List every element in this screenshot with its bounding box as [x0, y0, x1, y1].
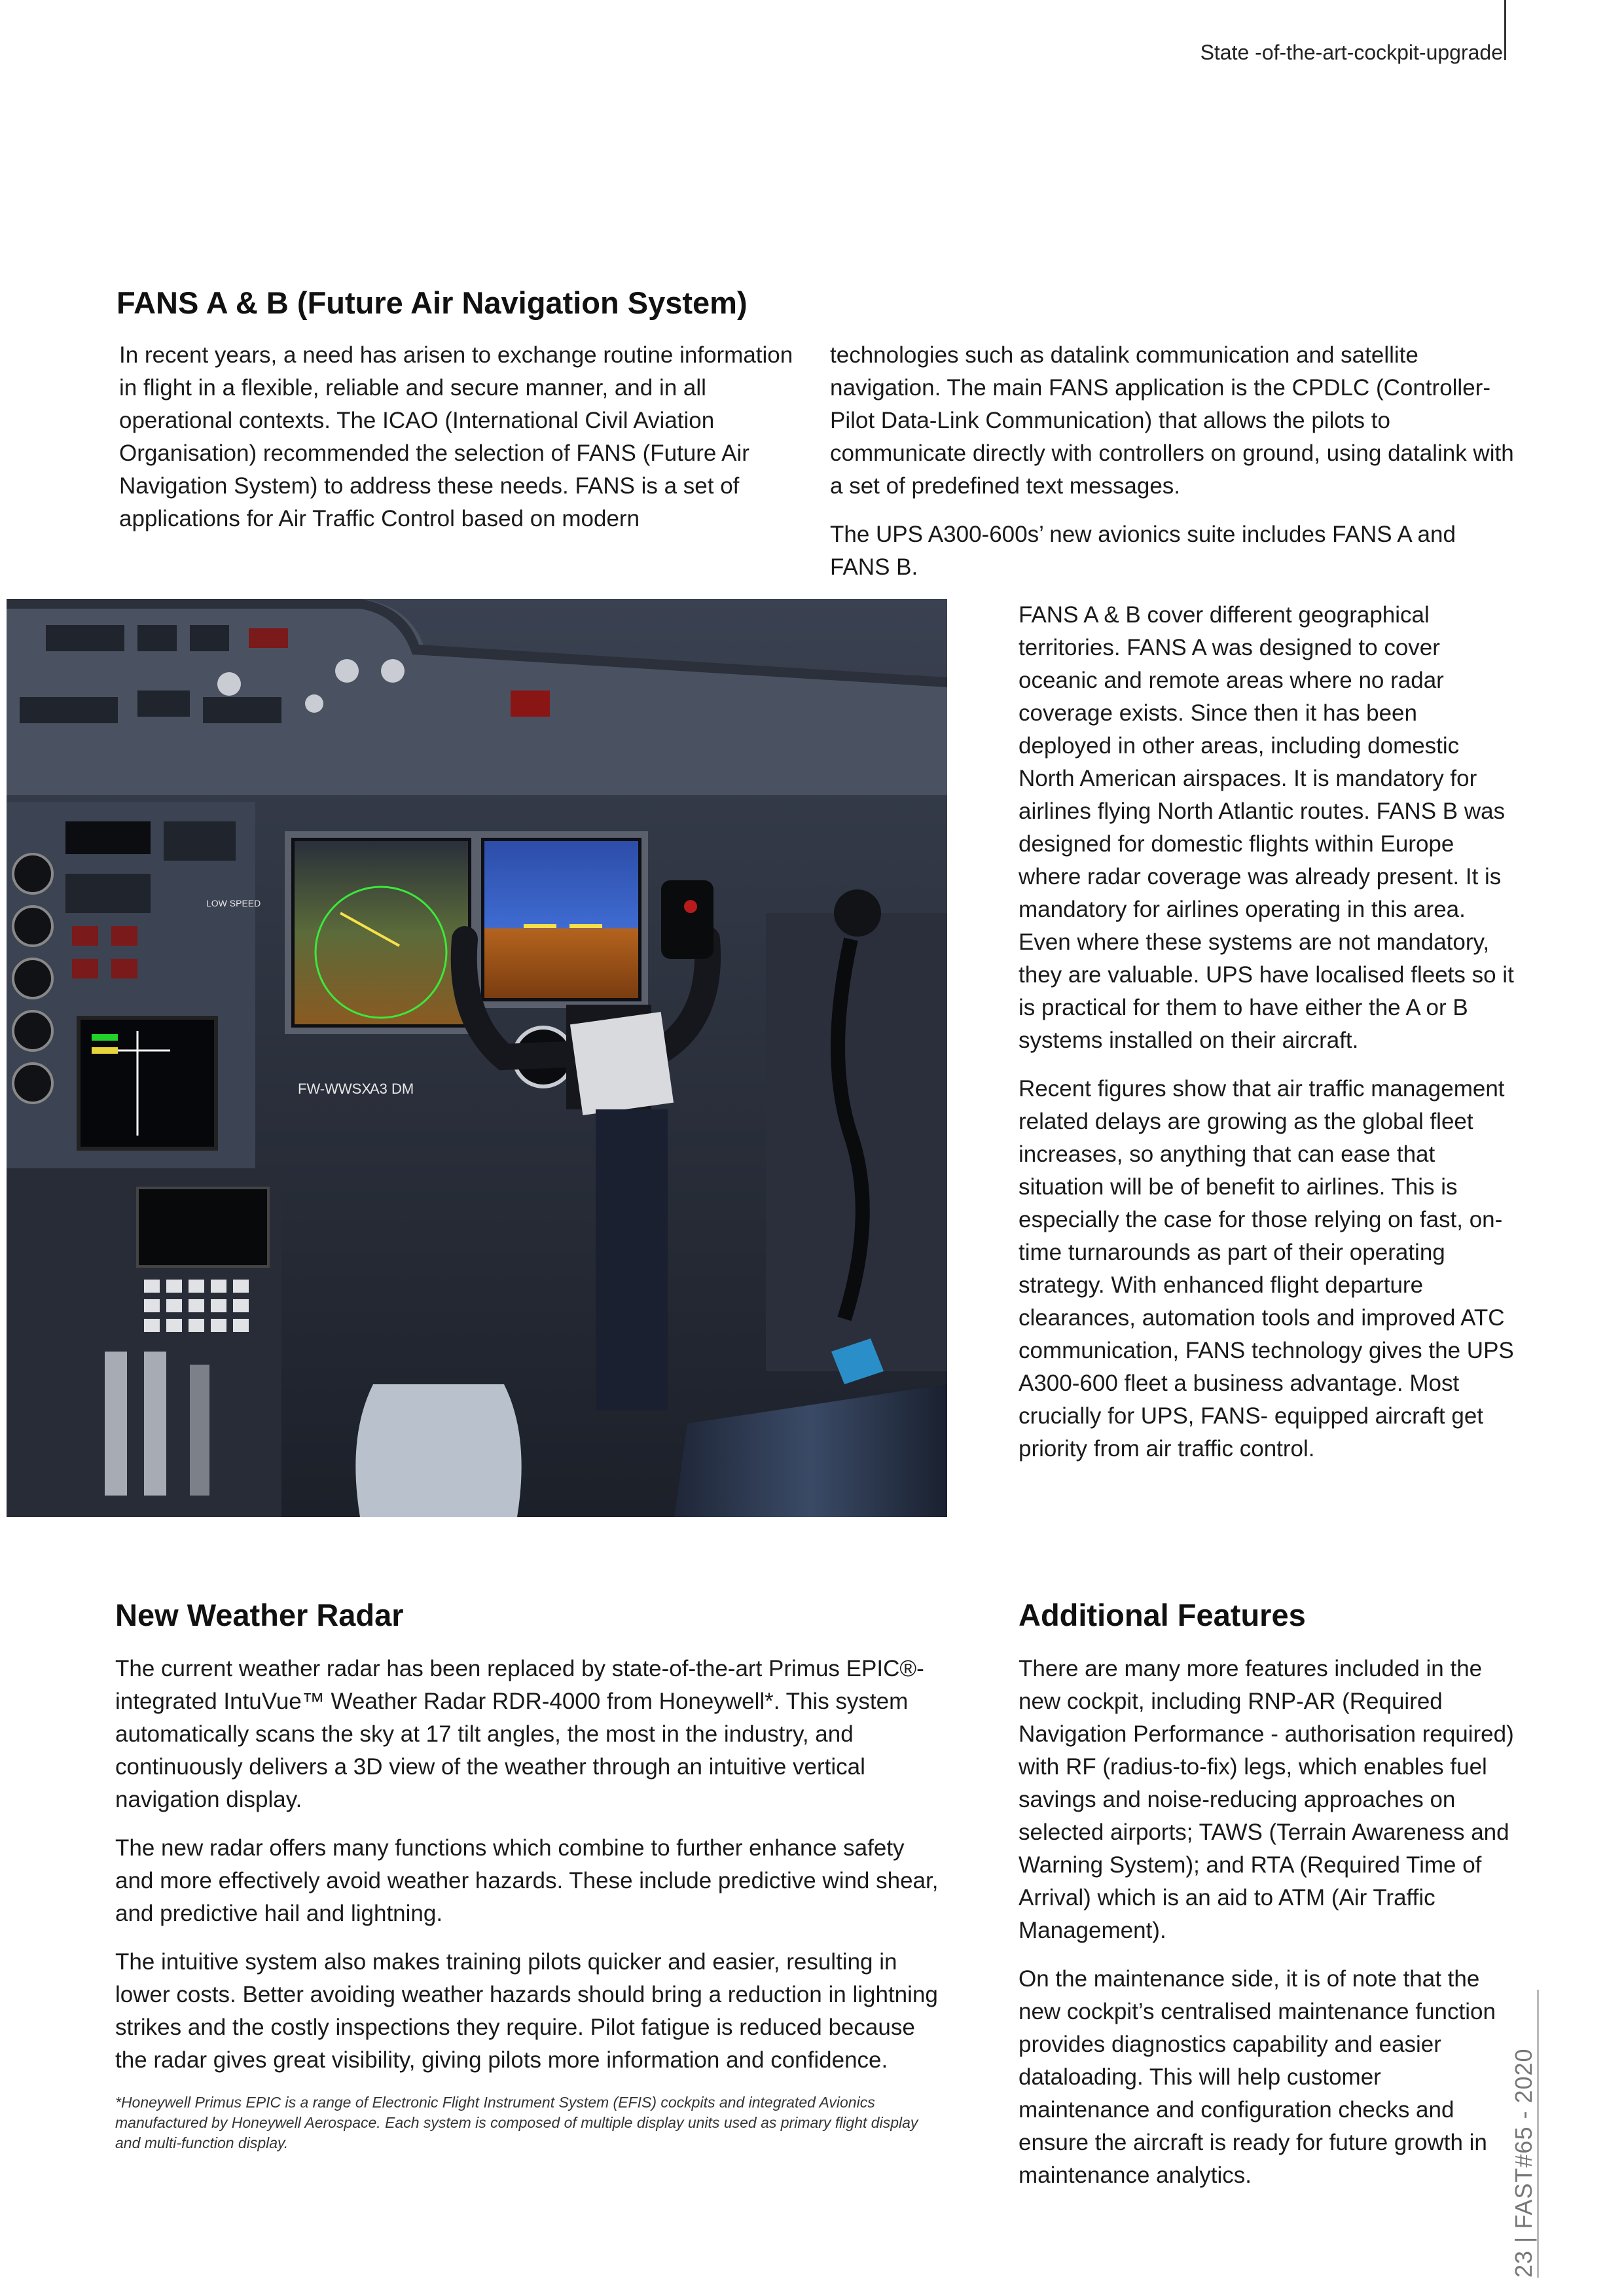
- mcdu-keys: [144, 1280, 249, 1332]
- fans-intro-left: In recent years, a need has arisen to exchange routine information in flight in a flexible, reliable and secure manner, and in all operational contexts. The ICAO (International Civil Aviation Organisation) recommended the selection of FANS (Future Air Navigation System) to address these needs. FANS is a set of applications for Air Traffic Control based on modern: [119, 342, 793, 531]
- microphone: [834, 889, 881, 937]
- registration-label: FW-WWSX: [298, 1081, 372, 1097]
- features-title: Additional Features: [1019, 1598, 1306, 1632]
- throttle-levers: [105, 1352, 209, 1496]
- fans-intro-right-1: technologies such as datalink communication and satellite navigation. The main FANS application is the CPDLC (Controller-Pilot Data-Link Communication) that allows the pilots to communicate directly with controllers on ground, using datalink with a set of predefined text messages.: [830, 342, 1514, 499]
- mcdu-screen: [137, 1188, 268, 1266]
- radar-section: [115, 1597, 943, 2168]
- folio: [1507, 1990, 1540, 2278]
- fans-intro-right-column: [830, 339, 1514, 600]
- header-rule: [1504, 0, 1506, 60]
- radar-para-2: The new radar offers many functions which combine to further enhance safety and more effectively avoid weather hazards. These include predictive wind shear, and predictive hail and lightning.: [115, 1835, 939, 1926]
- fans-para-3: FANS A & B cover different geographical territories. FANS A was designed to cover oceanic and remote areas where no radar coverage exists. Since then it has been deployed in other areas, including domestic North American airspaces. It is mandatory for airlines flying North Atlantic routes. FANS B was designed for domestic flights within Europe where radar coverage was already present. It is mandatory for airlines operating in this area. Even where these systems are not mandatory, they are valuable. UPS have localised fleets so it is practical for them to have either the A or B systems installed on their aircraft.: [1019, 602, 1514, 1053]
- fans-photo-side-column: [1019, 599, 1516, 1481]
- fans-intro-left-column: [119, 339, 813, 551]
- panel-label: A3 DM: [370, 1081, 414, 1097]
- fans-title: FANS A & B (Future Air Navigation System): [117, 285, 748, 320]
- cockpit-photo: [7, 599, 947, 1517]
- fans-intro-right-2: The UPS A300-600s’ new avionics suite includes FANS A and FANS B.: [830, 522, 1456, 580]
- features-para-2: On the maintenance side, it is of note that the new cockpit’s centralised maintenance function provides diagnostics capability and easier dataloading. This will help customer maintenance and configuration checks and ensure the aircraft is ready for future growth in maintenance analytics.: [1019, 1966, 1496, 2188]
- radar-footnote: *Honeywell Primus EPIC is a range of Electronic Flight Instrument System (EFIS) cockpits and integrated Avionics manufactured by Honeywell Aerospace. Each system is composed of multiple display units used as primary flight display and multi-function display.: [115, 2094, 918, 2151]
- features-section: [1019, 1597, 1516, 2208]
- fans-para-4: Recent figures show that air traffic management related delays are growing as the global fleet increases, so anything that can ease that situation will be of benefit to airlines. This is especially the case for those relying on fast, on-time turnarounds as part of their operating strategy. With enhanced flight departure clearances, automation tools and improved ATC communication, FANS technology gives the UPS A300-600 fleet a business advantage. Most crucially for UPS, FANS- equipped aircraft get priority from air traffic control.: [1019, 1076, 1514, 1462]
- radar-title: New Weather Radar: [115, 1598, 404, 1632]
- radar-para-3: The intuitive system also makes training pilots quicker and easier, resulting in lower costs. Better avoiding weather hazards should bring a reduction in lightning strikes and the costly inspections they require. Pilot fatigue is reduced because the radar gives great visibility, giving pilots more information and confidence.: [115, 1949, 938, 2073]
- features-para-1: There are many more features included in the new cockpit, including RNP-AR (Required Navigation Performance - authorisation required) with RF (radius-to-fix) legs, which enables fuel savings and noise-reducing approaches on selected airports; TAWS (Terrain Awareness and Warning System); and RTA (Required Time of Arrival) which is an aid to ATM (Air Traffic Management).: [1019, 1656, 1514, 1943]
- low-speed-label: LOW SPEED: [206, 898, 261, 908]
- seat-armrest: [355, 1384, 521, 1517]
- radar-para-1: The current weather radar has been replaced by state-of-the-art Primus EPIC®-integrated IntuVue™ Weather Radar RDR-4000 from Honeywell*. This system automatically scans the sky at 17 tilt angles, the most in the industry, and continuously delivers a 3D view of the weather through an intuitive vertical navigation display.: [115, 1656, 924, 1812]
- running-title: State -of-the-art-cockpit-upgrade: [1200, 41, 1503, 64]
- page-number-and-issue: 23 | FAST#65 - 2020: [1510, 2048, 1537, 2278]
